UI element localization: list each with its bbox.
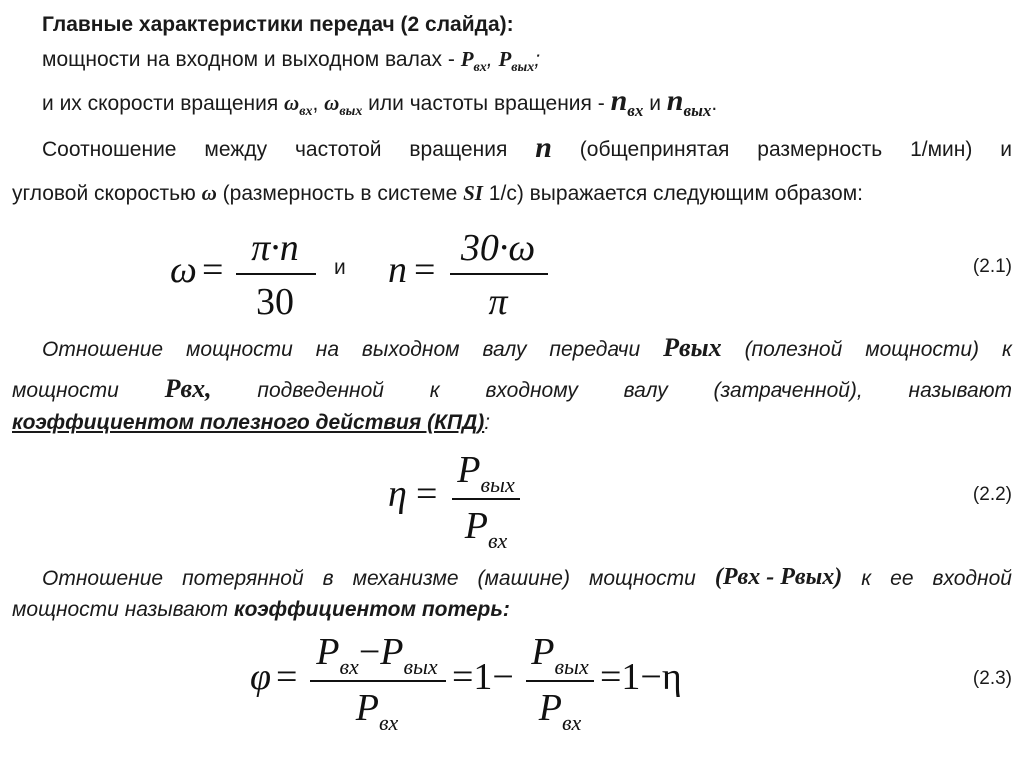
text: угловой скоростью [12,182,202,205]
omega-in-sub: вх [299,104,313,119]
word: ее [890,567,914,590]
denominator [306,686,448,736]
word: называют [908,379,1012,402]
word: валу [623,379,668,402]
n: n [388,249,407,291]
and-text: и [334,256,346,279]
power-text: мощности на входном и выходном валах - [42,48,461,71]
denominator: 30 [256,281,294,323]
efficiency-term: коэффициентом полезного действия (КПД) [12,411,485,434]
denominator: π [488,281,508,323]
omega-out-sub: вых [339,104,363,119]
word: к [861,567,872,590]
numerator [522,630,598,680]
word: между [204,138,268,161]
freq-text: или частоты вращения - [362,92,611,115]
equals-one-minus: =1− [452,656,514,698]
p: P [380,631,404,673]
equation-number: (2.3) [972,668,1012,689]
p-out-symbol: Pвых [663,333,722,362]
omega-in-symbol: ω [284,91,300,115]
efficiency-def-line-1 [42,333,1012,363]
denominator [448,504,524,554]
word: Отношение [42,567,164,590]
p: P [457,449,481,491]
p: P [316,631,340,673]
numerator: π·n [251,227,299,269]
word: подведенной [257,379,384,402]
equation-number: (2.1) [972,256,1012,277]
denominator [522,686,598,736]
fraction-bar [450,273,548,275]
word: мощности [588,567,696,590]
word: к [1001,338,1012,361]
word: передачи [549,338,641,361]
word: входному [485,379,578,402]
relation-line-1 [42,131,1012,164]
word: вращения [409,138,508,161]
p: P [355,687,379,729]
eta: η [388,473,407,515]
p-out-sub: вых [511,60,535,75]
and-text: и [643,92,667,115]
end: ; [534,48,541,71]
end: . [711,92,718,115]
comma: , [312,92,325,115]
word: частотой [294,138,382,161]
p-in-sub: вх [473,60,487,75]
sep: , [486,48,499,71]
equation-number: (2.2) [972,484,1012,505]
word: (общепринятая [579,138,730,161]
speed-text: и их скорости вращения [42,92,285,115]
p-in-symbol: P [460,47,474,71]
colon: : [484,411,491,434]
sub: вх [378,710,399,735]
word: к [429,379,440,402]
fraction-bar [310,680,446,682]
slide-title: Главные характеристики передач (2 слайда): [42,13,514,36]
omega-symbol: ω [201,181,217,205]
fraction-bar [452,498,520,500]
word: (затраченной), [713,379,863,402]
word: мощности [186,338,293,361]
power-difference: (Pвх - Pвых) [714,564,843,590]
word: на [315,338,340,361]
numerator [448,448,524,498]
equals-one-minus-eta: =1−η [600,656,682,698]
p: P [531,631,555,673]
sub: вх [561,710,582,735]
relation-line-2 [12,180,863,207]
loss-term: коэффициентом потерь: [233,598,510,621]
p-out-symbol: P [498,47,512,71]
word: потерянной [182,567,304,590]
power-line [42,46,540,81]
word: валу [482,338,527,361]
word: (полезной [744,338,843,361]
fraction-bar [236,273,316,275]
sub: вых [403,654,438,679]
equals: = [416,473,438,515]
word: и [1000,138,1012,161]
n-out-symbol: n [666,84,684,117]
word: мощности [12,379,119,402]
sub: вх [487,528,508,553]
phi: φ [250,656,272,698]
word: Соотношение [42,138,177,161]
word: 1/мин) [910,138,973,161]
equals: = [276,656,298,698]
p-in-symbol: Pвх, [164,374,212,403]
word: выходном [361,338,460,361]
word: мощности) [865,338,980,361]
word: входной [932,567,1012,590]
n-out-sub: вых [683,101,712,120]
word: в [322,567,334,590]
n-in-sub: вх [627,101,644,120]
word: механизме [352,567,459,590]
sub: вых [480,472,515,497]
omega: ω [170,249,197,291]
p: P [464,505,488,547]
minus: − [358,631,381,673]
text: (размерность в системе [216,182,464,205]
word: Отношение [42,338,164,361]
n-in-symbol: n [610,84,628,117]
si-symbol: SI [463,181,483,205]
sub: вых [554,654,589,679]
fraction-bar [526,680,594,682]
sub: вх [339,654,359,679]
text: 1/с) выражается следующим образом: [482,182,863,205]
loss-def-line-2 [12,597,510,623]
equals: = [414,249,436,291]
efficiency-def-line-2 [12,374,1012,404]
equals: = [202,249,224,291]
efficiency-def-line-3 [12,410,490,436]
p: P [538,687,562,729]
numerator [306,630,448,680]
word: размерность [757,138,883,161]
speed-line [42,84,718,125]
loss-def-line-1 [42,566,1012,592]
n-symbol: n [535,131,552,164]
numerator: 30·ω [460,227,536,269]
omega-out-symbol: ω [324,91,340,115]
word: (машине) [477,567,570,590]
text: мощности называют [12,598,234,621]
